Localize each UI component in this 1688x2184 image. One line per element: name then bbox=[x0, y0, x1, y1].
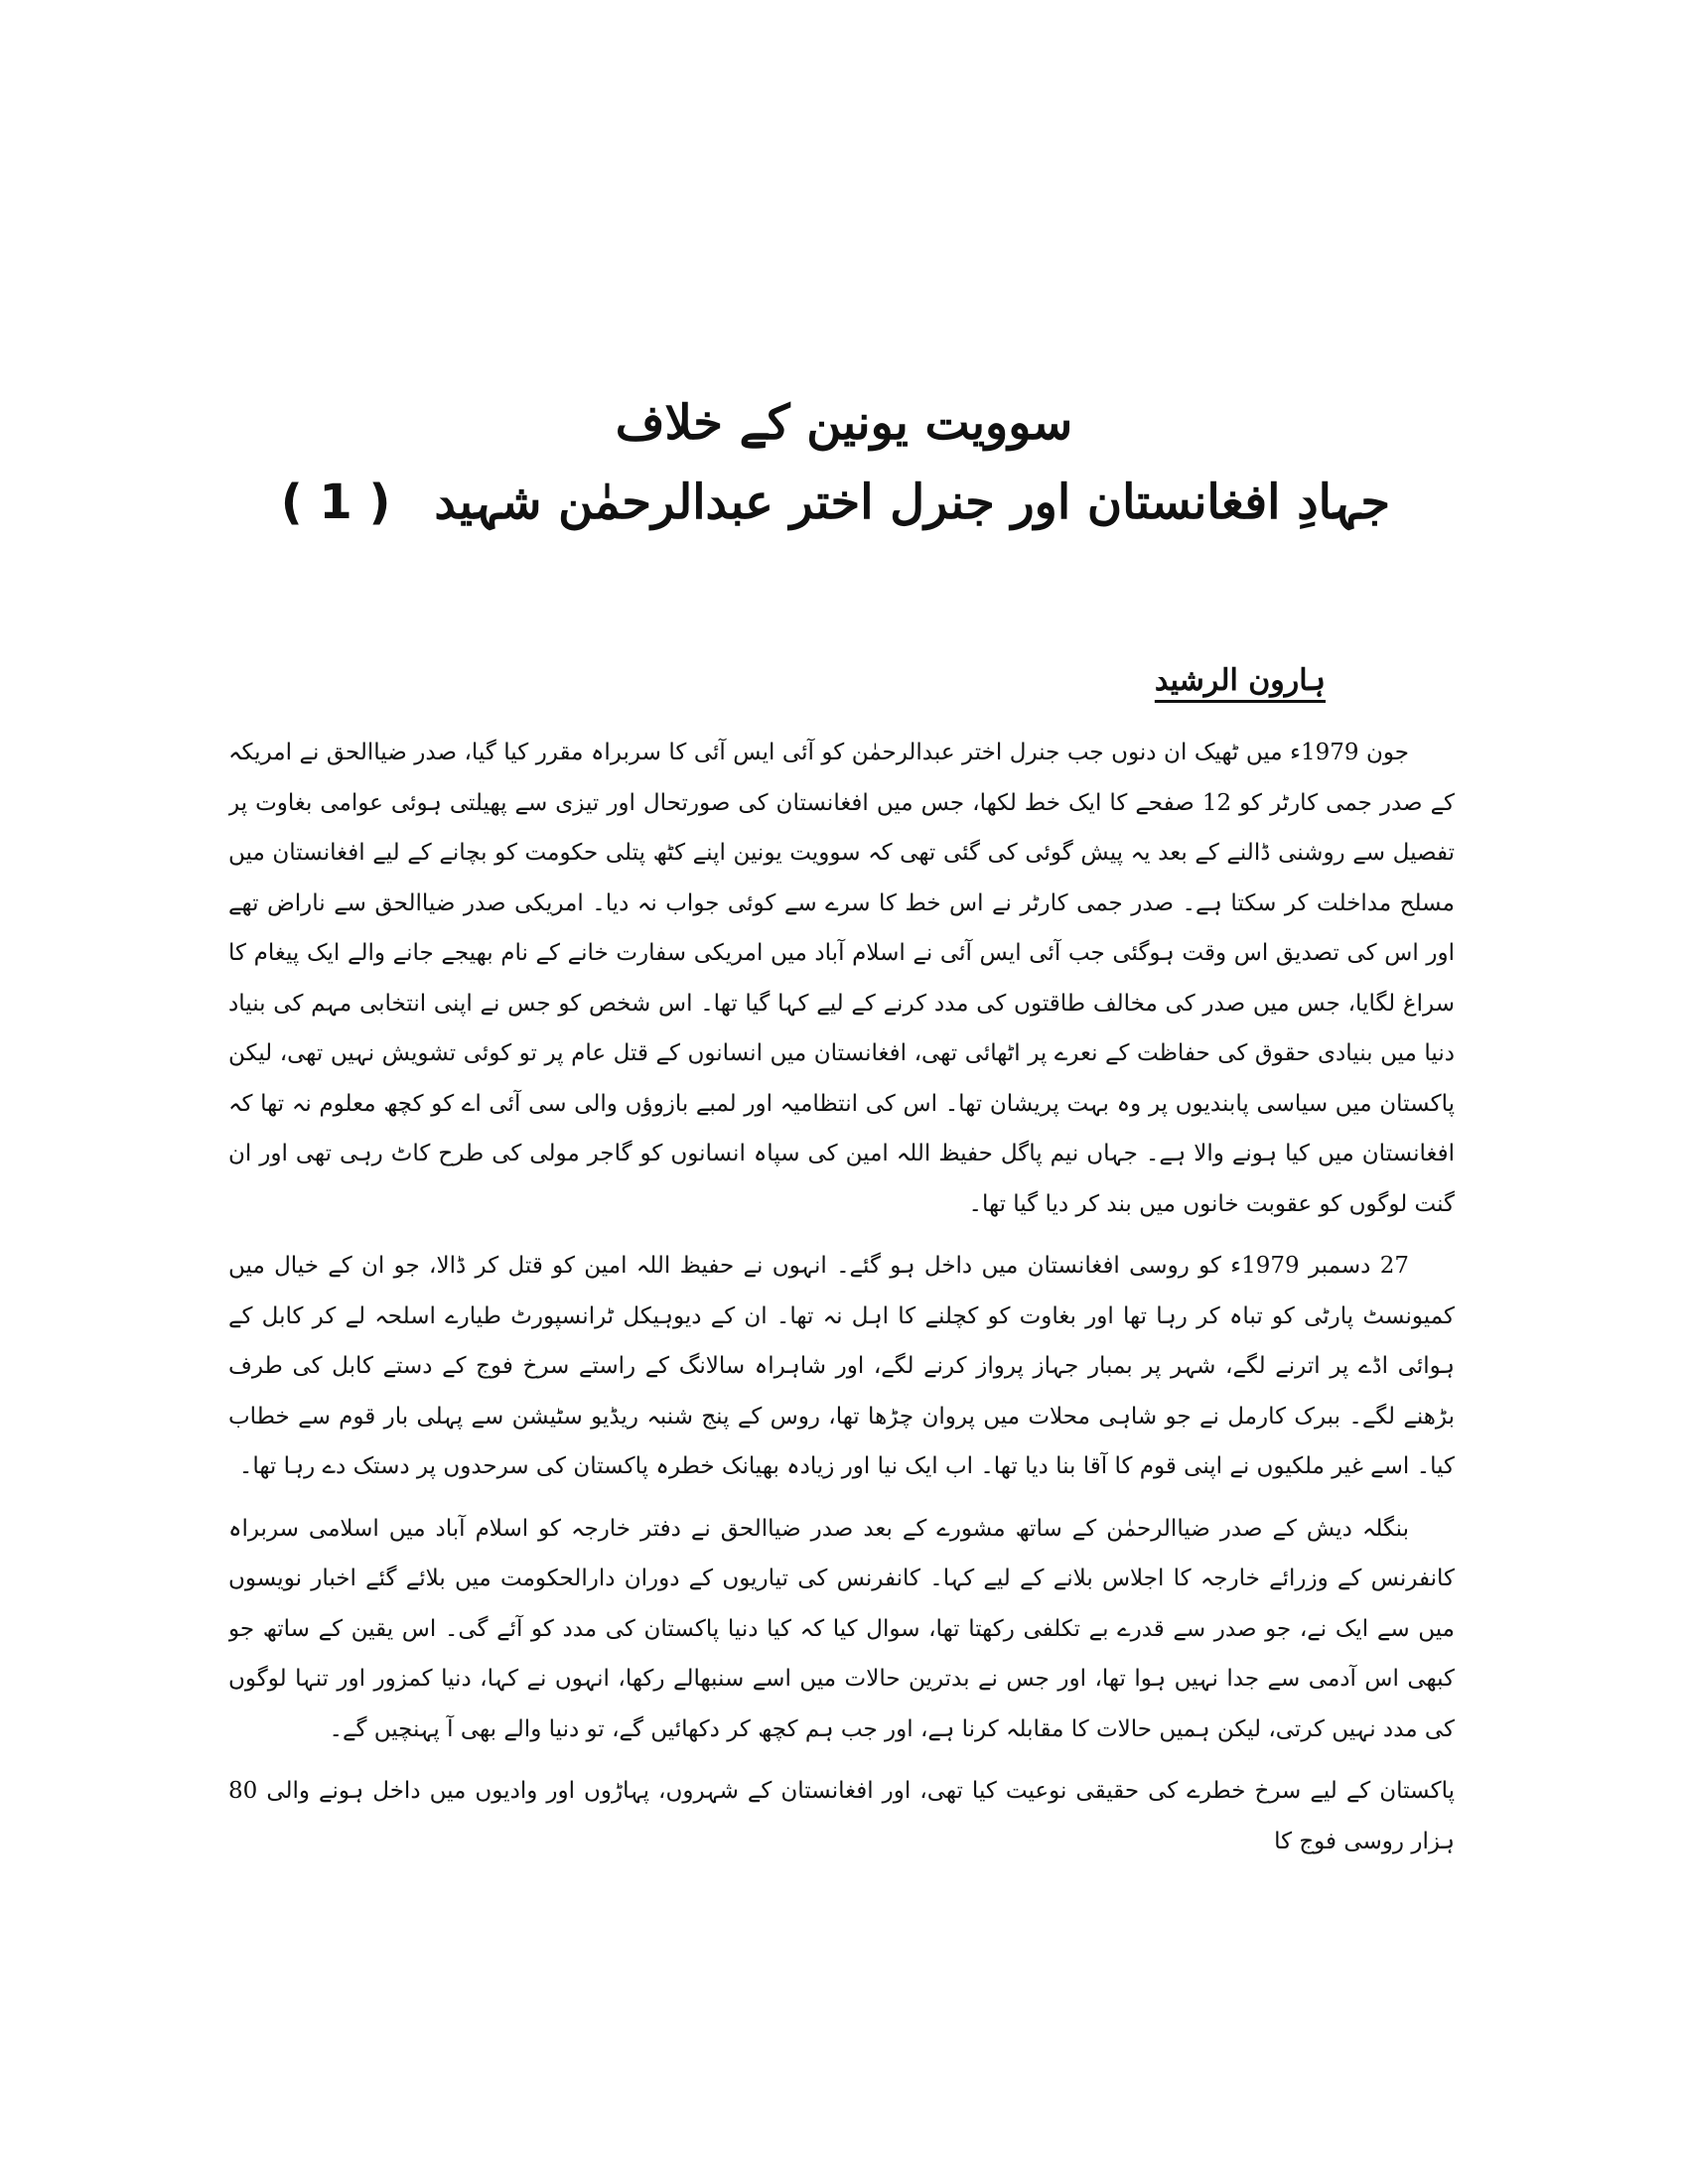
paragraph-2: 27 دسمبر 1979ء کو روسی افغانستان میں داخل ہو گئے۔ انہوں نے حفیظ اللہ امین کو قتل کر ڈالا، جو ان کے خیال میں کمیونسٹ پارٹی کو تباہ کر رہا تھا اور بغاوت کو کچلنے کا اہل نہ تھا۔ ان کے دیوہیکل ٹرانسپورٹ طیارے اسلحہ لے کر کابل کے ہوائی اڈے پر اترنے لگے، شہر پر بمبار جہاز پرواز کرنے لگے، اور شاہراہ سالانگ کے راستے سرخ فوج کے دستے کابل کی طرف بڑھنے لگے۔ ببرک کارمل نے جو شاہی محلات میں پروان چڑھا تھا، روس کے پنج شنبہ ریڈیو سٹیشن سے پہلی بار قوم سے خطاب کیا۔ اسے غیر ملکیوں نے اپنی قوم کا آقا بنا دیا تھا۔ اب ایک نیا اور زیادہ بھیانک خطرہ پاکستان کی سرحدوں پر دستک دے رہا تھا۔ bbox=[228, 1253, 1455, 1479]
title-line-1: سوویت یونین کے خلاف bbox=[615, 395, 1073, 451]
paragraph-4: پاکستان کے لیے سرخ خطرے کی حقیقی نوعیت کیا تھی، اور افغانستان کے شہروں، پہاڑوں اور وادیوں میں داخل ہونے والی 80 ہزار روسی فوج کا bbox=[228, 1778, 1455, 1854]
series-number: ( 1 ) bbox=[280, 475, 391, 531]
title-line-2 bbox=[280, 472, 1390, 533]
title-text: جہادِ افغانستان اور جنرل اختر عبدالرحمٰن شہید bbox=[434, 475, 1390, 531]
author-name: ہارون الرشید bbox=[1154, 663, 1326, 698]
paragraph-1: جون 1979ء میں ٹھیک ان دنوں جب جنرل اختر عبدالرحمٰن کو آئی ایس آئی کا سربراہ مقرر کیا گیا، صدر ضیاالحق نے امریکہ کے صدر جمی کارٹر کو 12 صفحے کا ایک خط لکھا، جس میں افغانستان کی صورتحال اور تیزی سے پھیلتی ہوئی عوامی بغاوت پر تفصیل سے روشنی ڈالنے کے بعد یہ پیش گوئی کی گئی تھی کہ سوویت یونین اپنے کٹھ پتلی حکومت کو بچانے کے لیے افغانستان میں مسلح مداخلت کر سکتا ہے۔ صدر جمی کارٹر نے اس خط کا سرے سے کوئی جواب نہ دیا۔ امریکی صدر ضیاالحق سے ناراض تھے اور اس کی تصدیق اس وقت ہوگئی جب آئی ایس آئی نے اسلام آباد میں امریکی سفارت خانے کے نام بھیجے جانے والے ایک پیغام کا سراغ لگایا، جس میں صدر کی مخالف طاقتوں کی مدد کرنے کے لیے کہا گیا تھا۔ اس شخص کو جس نے اپنی انتخابی مہم کی بنیاد دنیا میں بنیادی حقوق کی حفاظت کے نعرے پر اٹھائی تھی، افغانستان میں انسانوں کے قتل عام پر تو کوئی تشویش نہیں تھی، لیکن پاکستان میں سیاسی پابندیوں پر وہ بہت پریشان تھا۔ اس کی انتظامیہ اور لمبے بازوؤں والی سی آئی اے کو کچھ معلوم نہ تھا کہ افغانستان میں کیا ہونے والا ہے۔ جہاں نیم پاگل حفیظ اللہ امین کی سپاہ انسانوں کو گاجر مولی کی طرح کاٹ رہی تھی اور ان گنت لوگوں کو عقوبت خانوں میں بند کر دیا گیا تھا۔ bbox=[228, 740, 1455, 1217]
article-body bbox=[228, 728, 1455, 2028]
paragraph-3: بنگلہ دیش کے صدر ضیاالرحمٰن کے ساتھ مشورے کے بعد صدر ضیاالحق نے دفتر خارجہ کو اسلام آباد میں اسلامی سربراہ کانفرنس کے وزرائے خارجہ کا اجلاس بلانے کے لیے کہا۔ کانفرنس کی تیاریوں کے دوران دارالحکومت میں بلائے گئے اخبار نویسوں میں سے ایک نے، جو صدر سے قدرے بے تکلفی رکھتا تھا، سوال کیا کہ کیا دنیا پاکستان کی مدد کو آئے گی۔ اس یقین کے ساتھ جو کبھی اس آدمی سے جدا نہیں ہوا تھا، اور جس نے بدترین حالات میں اسے سنبھالے رکھا، انہوں نے کہا، دنیا کمزور اور تنہا لوگوں کی مدد نہیں کرتی، لیکن ہمیں حالات کا مقابلہ کرنا ہے، اور جب ہم کچھ کر دکھائیں گے، تو دنیا والے بھی آ پہنچیں گے۔ bbox=[228, 1515, 1455, 1742]
title-block bbox=[280, 392, 1390, 534]
